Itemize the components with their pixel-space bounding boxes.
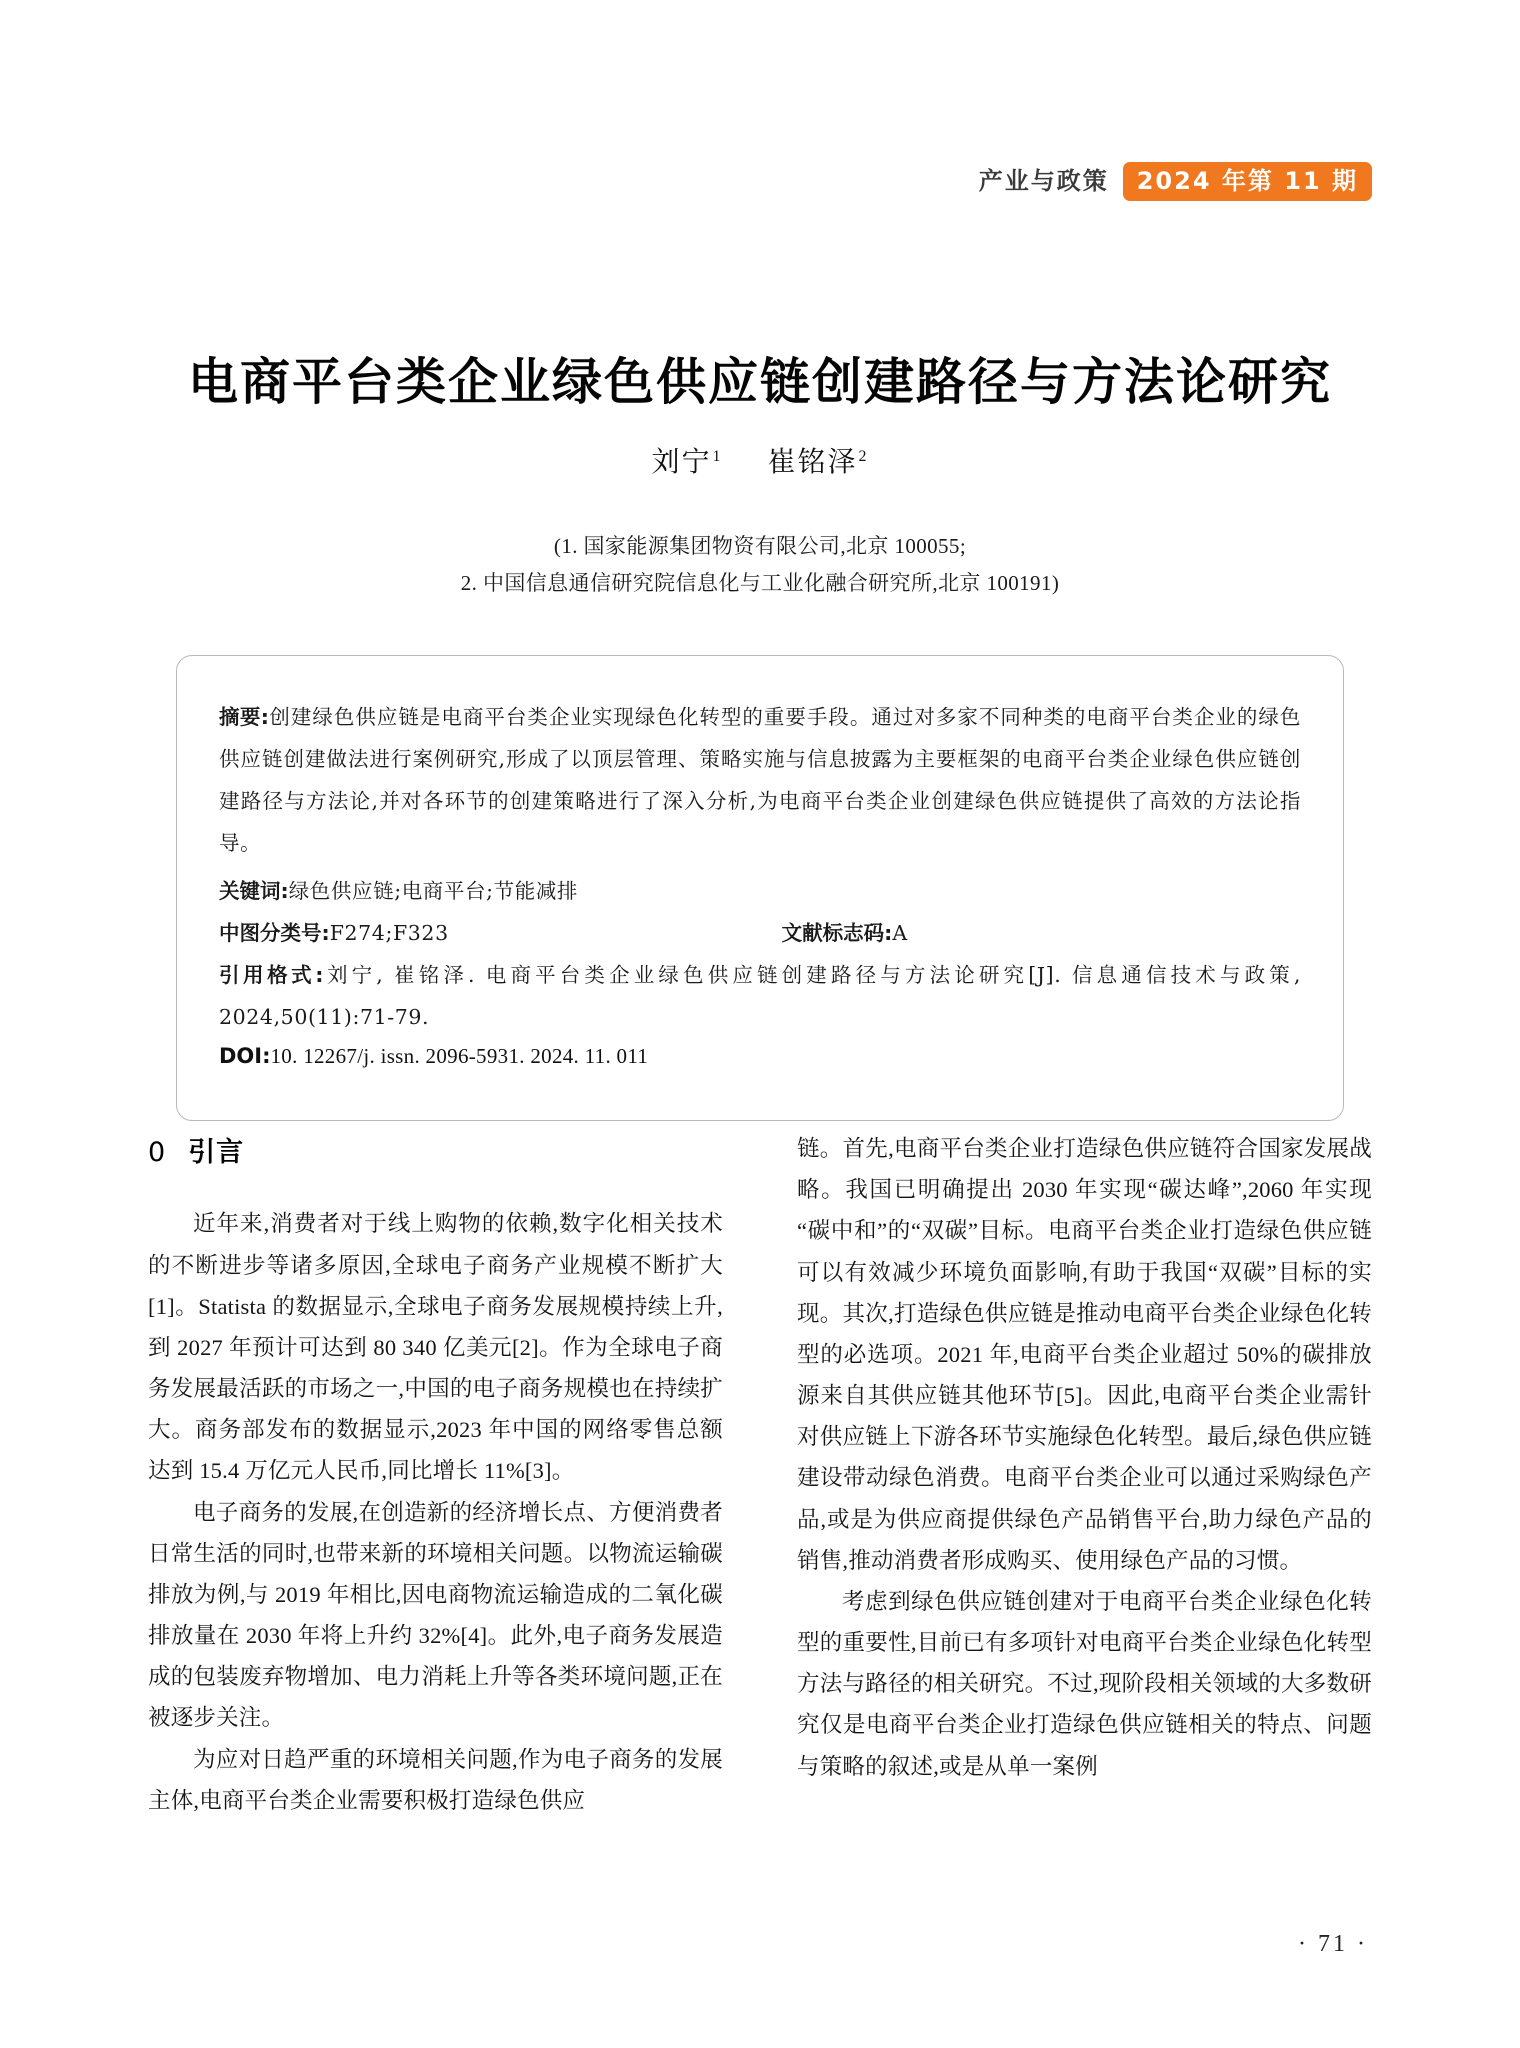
keywords-text: 绿色供应链;电商平台;节能减排 <box>288 879 579 904</box>
section-title: 引言 <box>188 1137 245 1168</box>
doi-line <box>219 1044 1301 1069</box>
section-number: 0 <box>148 1137 167 1168</box>
body-paragraph: 为应对日趋严重的环境相关问题,作为电子商务的发展主体,电商平台类企业需要积极打造绿色供应 <box>148 1746 723 1813</box>
issue-badge: 2024 年第 11 期 <box>1123 162 1372 201</box>
body-paragraph: 考虑到绿色供应链创建对于电商平台类企业绿色化转型的重要性,目前已有多项针对电商平台类企业绿色化转型方法与路径的相关研究。不过,现阶段相关领域的大多数研究仅是电商平台类企业打造绿色供应链相关的特点、问题与策略的叙述,或是从单一案例 <box>797 1588 1372 1779</box>
clc-line <box>219 912 782 954</box>
doi-label: DOI: <box>219 1044 271 1069</box>
affiliation-block <box>0 528 1520 602</box>
clc-text: F274;F323 <box>329 921 449 946</box>
left-column <box>148 1128 723 1928</box>
clc-label: 中图分类号: <box>219 921 330 946</box>
citation-text: 刘宁, 崔铭泽. 电商平台类企业绿色供应链创建路径与方法论研究[J]. 信息通信技术与政策, 2024,50(11):71-79. <box>219 963 1301 1030</box>
doccode-text: A <box>892 921 908 946</box>
affiliation-line: 2. 中国信息通信研究院信息化与工业化融合研究所,北京 100191) <box>460 570 1060 595</box>
author-list <box>0 440 1520 480</box>
author-name: 刘宁 <box>651 447 712 478</box>
affiliation-line: (1. 国家能源集团物资有限公司,北京 100055; <box>553 534 967 558</box>
author-name: 崔铭泽 <box>767 447 858 478</box>
journal-section-label: 产业与政策 <box>978 167 1109 195</box>
author-entry <box>768 447 869 478</box>
body-columns <box>148 1128 1372 1928</box>
right-column <box>797 1128 1372 1928</box>
author-affiliation-marker: 1 <box>712 447 723 465</box>
citation-label: 引用格式: <box>219 963 324 988</box>
doccode-line <box>782 912 1301 954</box>
body-paragraph: 电子商务的发展,在创造新的经济增长点、方便消费者日常生活的同时,也带来新的环境相关问题。以物流运输碳排放为例,与 2019 年相比,因电商物流运输造成的二氧化碳排放量在 2030 年将上升约 32%[4]。此外,电子商务发展造成的包装废弃物增加、电力消耗上升等各类环境问题,正在被逐步关注。 <box>148 1499 723 1731</box>
abstract-box <box>176 655 1344 1121</box>
page-title: 电商平台类企业绿色供应链创建路径与方法论研究 <box>188 352 1332 411</box>
abstract-paragraph <box>219 696 1301 864</box>
citation-line <box>219 954 1301 1038</box>
keywords-line <box>219 870 1301 912</box>
author-affiliation-marker: 2 <box>858 447 869 465</box>
abstract-text: 创建绿色供应链是电商平台类企业实现绿色化转型的重要手段。通过对多家不同种类的电商平台类企业的绿色供应链创建做法进行案例研究,形成了以顶层管理、策略实施与信息披露为主要框架的电商平台类企业绿色供应链创建路径与方法论,并对各环节的创建策略进行了深入分析,为电商平台类企业创建绿色供应链提供了高效的方法论指导。 <box>219 705 1301 856</box>
doi-text: 10. 12267/j. issn. 2096-5931. 2024. 11. 011 <box>270 1044 649 1069</box>
running-header <box>979 160 1372 202</box>
section-heading <box>148 1128 723 1177</box>
doccode-label: 文献标志码: <box>781 921 893 946</box>
body-paragraph: 近年来,消费者对于线上购物的依赖,数字化相关技术的不断进步等诸多原因,全球电子商务产业规模不断扩大[1]。Statista 的数据显示,全球电子商务发展规模持续上升,到 2027 年预计可达到 80 340 亿美元[2]。作为全球电子商务发展最活跃的市场之一,中国的电子商务规模也在持续扩大。商务部发布的数据显示,2023 年中国的网络零售总额达到 15.4 万亿元人民币,同比增长 11%[3]。 <box>148 1211 723 1484</box>
keywords-label: 关键词: <box>219 879 289 904</box>
abstract-label: 摘要: <box>219 705 269 729</box>
page-number: · 71 · <box>1298 1931 1368 1957</box>
body-paragraph: 链。首先,电商平台类企业打造绿色供应链符合国家发展战略。我国已明确提出 2030 年实现“碳达峰”,2060 年实现“碳中和”的“双碳”目标。电商平台类企业打造绿色供应链可以有效减少环境负面影响,有助于我国“双碳”目标的实现。其次,打造绿色供应链是推动电商平台类企业绿色化转型的必选项。2021 年,电商平台类企业超过 50%的碳排放源来自其供应链其他环节[5]。因此,电商平台类企业需针对供应链上下游各环节实施绿色化转型。最后,绿色供应链建设带动绿色消费。电商平台类企业可以通过采购绿色产品,或是为供应商提供绿色产品销售平台,助力绿色产品的销售,推动消费者形成购买、使用绿色产品的习惯。 <box>797 1136 1372 1573</box>
author-entry <box>651 447 722 478</box>
classification-row <box>219 912 1301 954</box>
